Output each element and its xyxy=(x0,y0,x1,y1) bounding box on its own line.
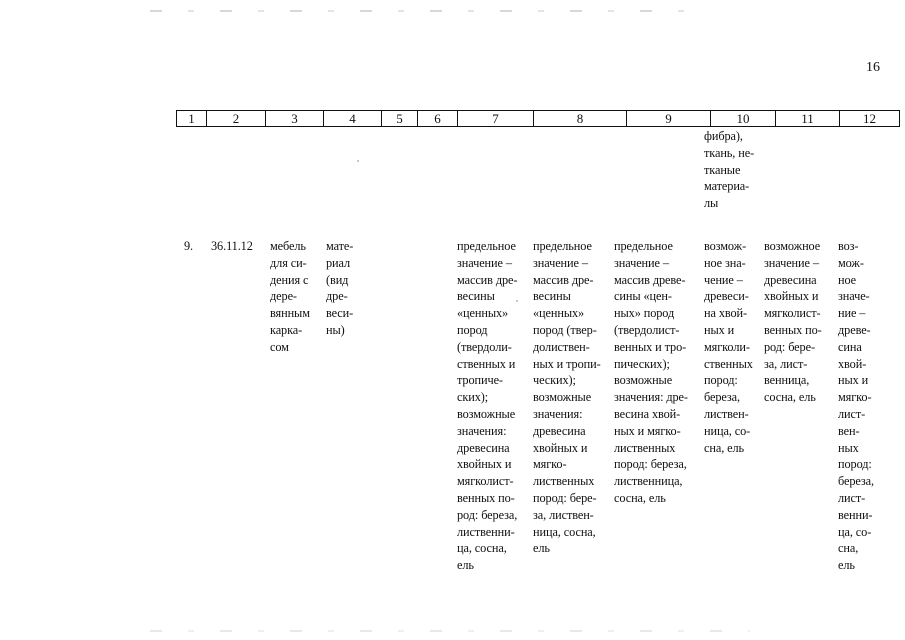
row-number: 9. xyxy=(184,239,194,253)
page-number: 16 xyxy=(866,60,880,75)
cell-col12: воз- мож- ное значе- ние – древе- сина хвой- ных и мягко- лист- вен- ных пород: береза, лист- венни- ца, со- сна, ель xyxy=(838,239,874,573)
header-col-9: 9 xyxy=(627,111,711,127)
header-col-8: 8 xyxy=(534,111,627,127)
scan-artifact-bottom xyxy=(150,630,750,632)
header-col-6: 6 xyxy=(418,111,458,127)
header-col-4: 4 xyxy=(324,111,382,127)
header-col-5: 5 xyxy=(382,111,418,127)
scan-artifact-top xyxy=(150,10,690,12)
continued-cell-col10: фибра), ткань, не- тканые материа- лы xyxy=(704,129,755,211)
header-col-3: 3 xyxy=(266,111,324,127)
product-name: мебель для си- дения с дере- вянным карка- сом xyxy=(270,239,310,354)
attribute-name: мате- риал (вид дре- веси- ны) xyxy=(326,239,354,337)
cell-col10: возмож- ное зна- чение – древеси- на хвой- ных и мягколи- ственных пород: береза, листвен- ница, со- сна, ель xyxy=(704,239,753,455)
cell-col11: возможное значение – древесина хвойных и мягколист- венных по- род: бере- за, лист- венница, сосна, ель xyxy=(764,239,822,405)
scan-speck xyxy=(357,160,359,162)
header-col-10: 10 xyxy=(711,111,776,127)
header-col-12: 12 xyxy=(840,111,900,127)
column-number-header xyxy=(176,110,900,127)
header-col-7: 7 xyxy=(458,111,534,127)
header-col-1: 1 xyxy=(177,111,207,127)
cell-col8: предельное значение – массив дре- весины «ценных» пород (твер- долиствен- ных и тропи- ческих); возможные значения: древесина хвойных и мягко- лиственных пород: бере- за, листвен- ница, сосна, ель xyxy=(533,239,601,556)
header-col-11: 11 xyxy=(776,111,840,127)
cell-col7: предельное значение – массив дре- весины «ценных» пород (твердоли- ственных и тропиче- ских); возможные значения: древесина хвойных и мягколист- венных по- род: береза, лиственни- ца, сосна, ель xyxy=(457,239,518,573)
cell-col9: предельное значение – массив древе- сины «цен- ных» пород (твердолист- венных и тро- пических); возможные значения: дре- весина хвой- ных и мягко- лиственных пород: береза, лиственница, сосна, ель xyxy=(614,239,688,505)
header-col-2: 2 xyxy=(207,111,266,127)
header-row xyxy=(177,111,900,127)
okpd-code: 36.11.12 xyxy=(211,239,253,253)
